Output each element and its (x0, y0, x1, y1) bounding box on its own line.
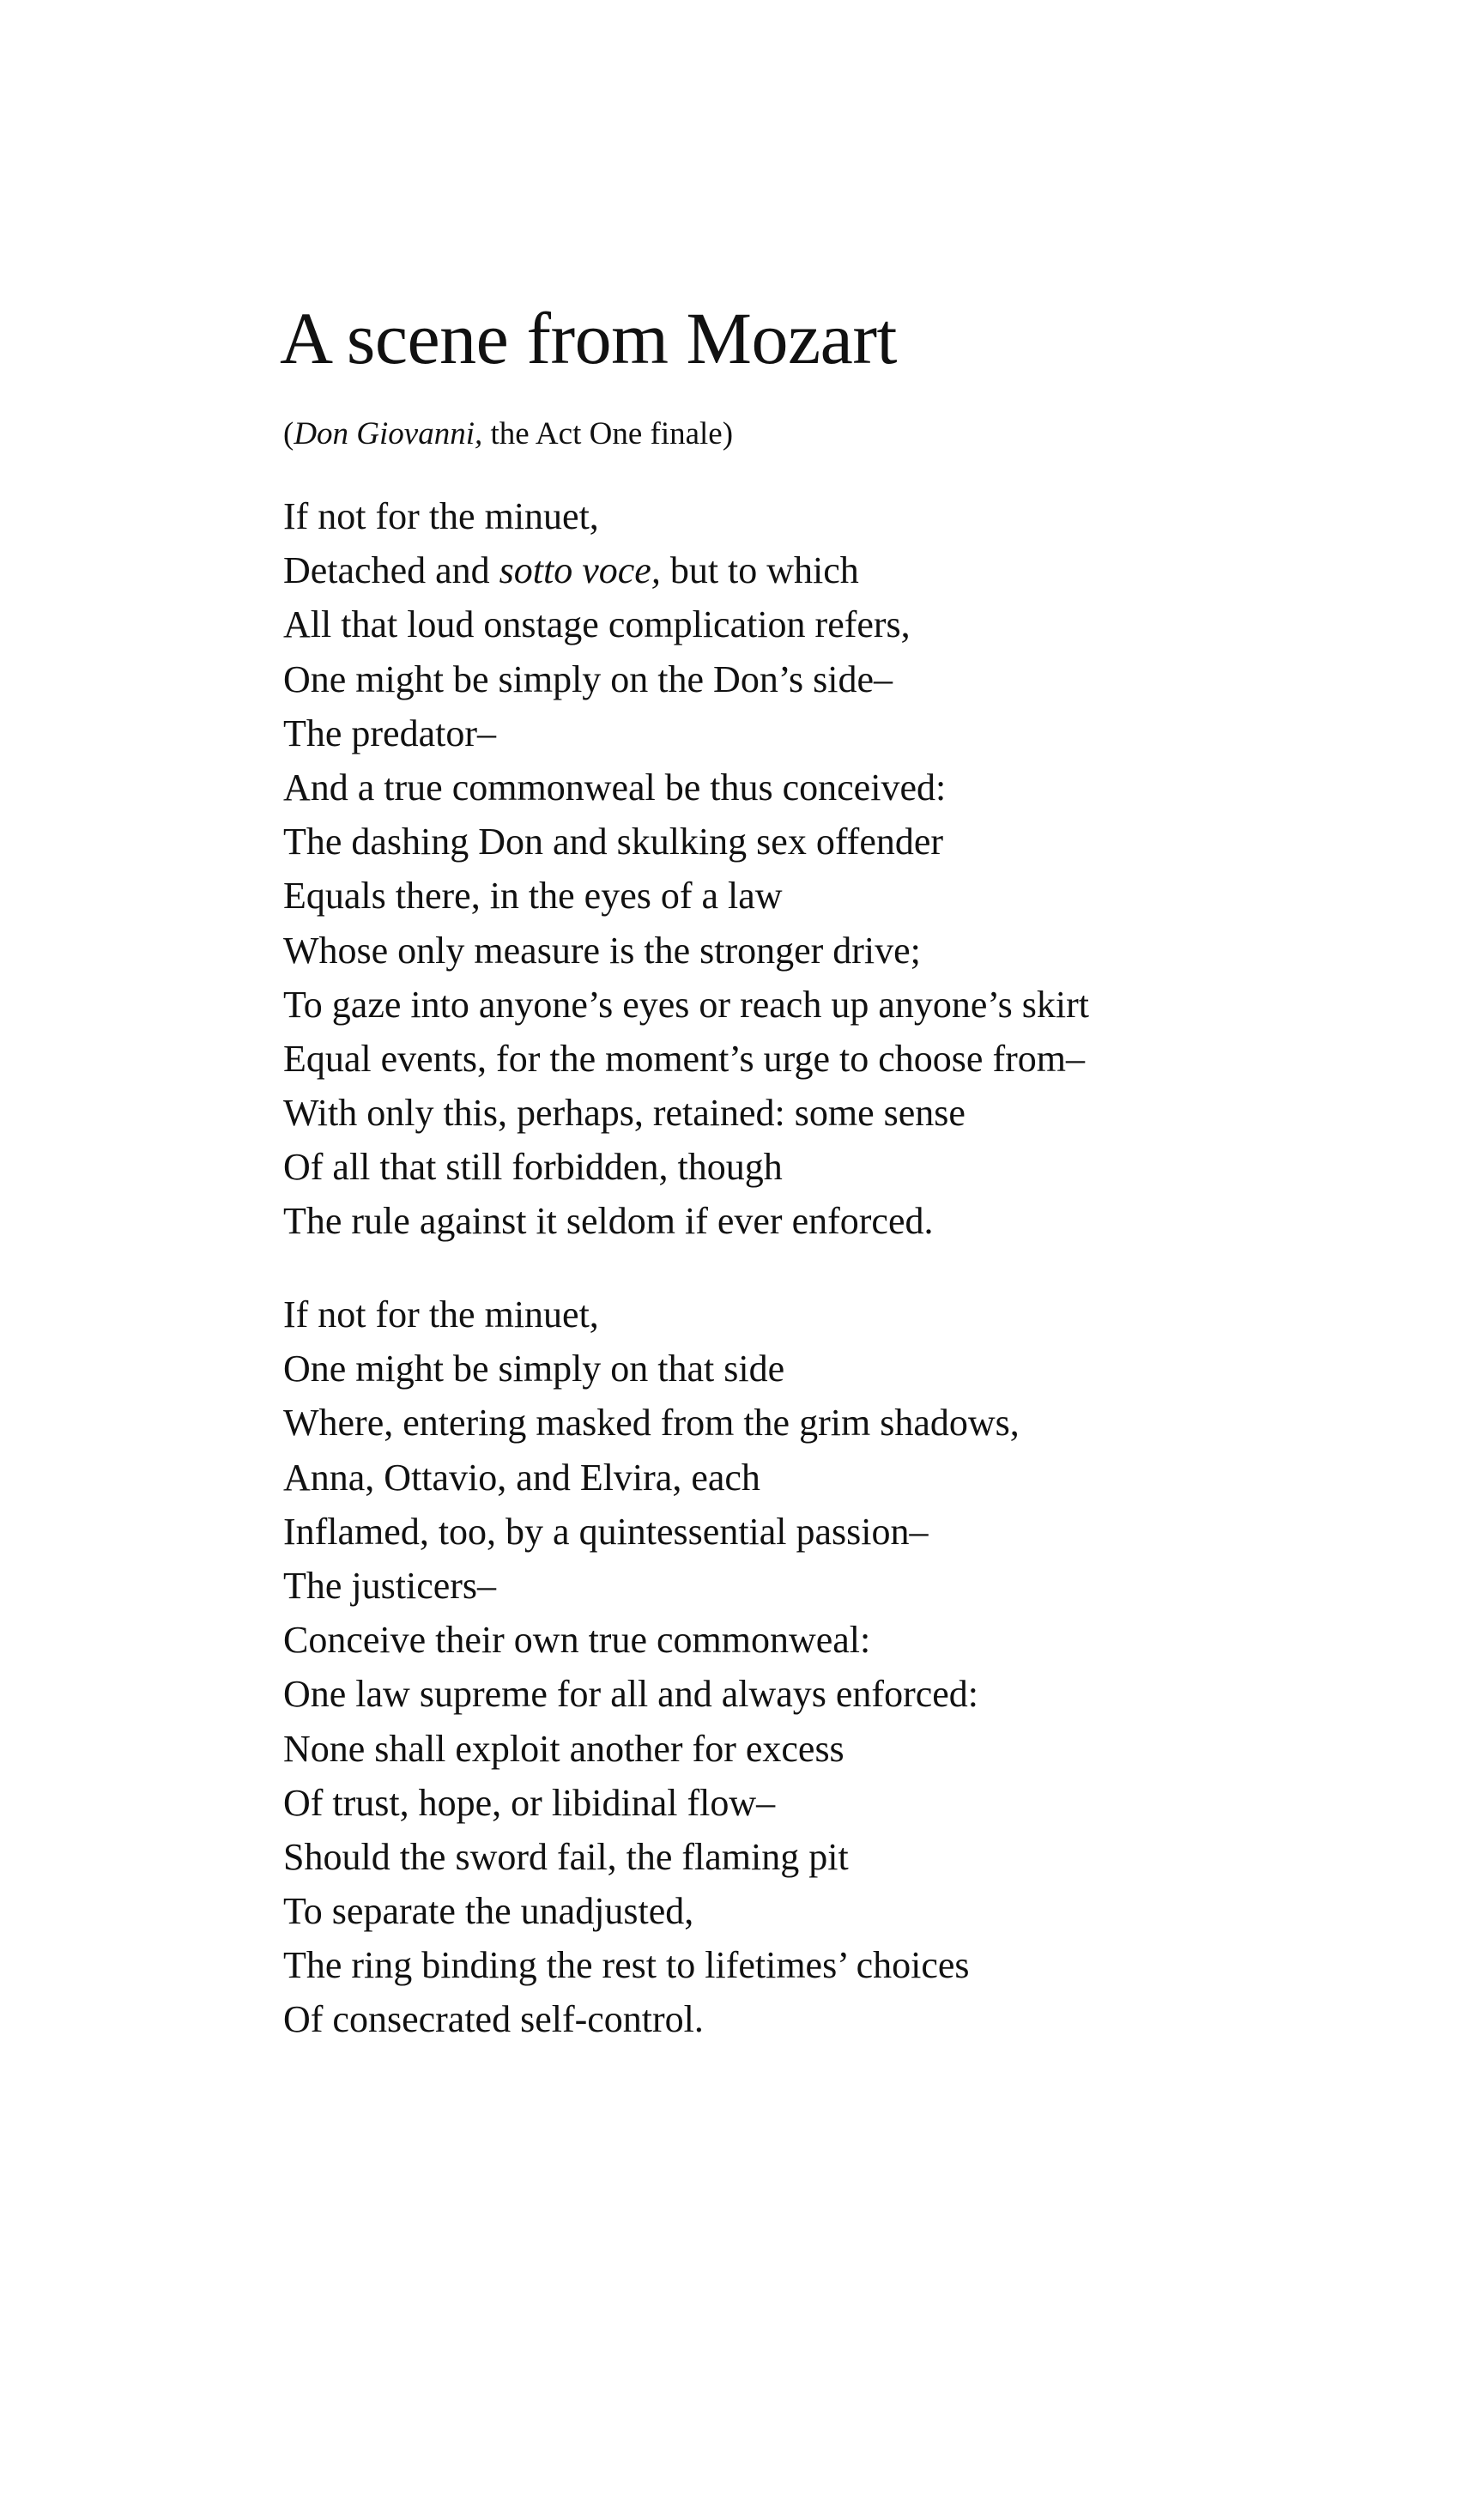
poem-line: One might be simply on that side (283, 1348, 785, 1390)
poem-line: Should the sword fail, the flaming pit (283, 1835, 849, 1878)
poem-line: None shall exploit another for excess (283, 1727, 844, 1770)
poem-subtitle (283, 407, 733, 462)
poem-line: Conceive their own true commonweal: (283, 1619, 871, 1662)
poem-line: If not for the minuet, (283, 495, 599, 537)
poem-line: To separate the unadjusted, (283, 1890, 694, 1933)
line-segment: but to which (660, 549, 859, 592)
poem-line: Inflamed, too, by a quintessential passion– (283, 1510, 929, 1553)
poem-line: The ring binding the rest to lifetimes’ choices (283, 1944, 970, 1987)
poem-line: Where, entering masked from the grim shadows, (283, 1402, 1020, 1445)
poem-line: With only this, perhaps, retained: some sense (283, 1092, 966, 1135)
poem-line: And a true commonweal be thus conceived: (283, 766, 947, 809)
line-segment: Detached and (283, 549, 499, 592)
poem-line: If not for the minuet, (283, 1293, 599, 1336)
stanza-1 (283, 489, 1089, 1249)
subtitle-work-title: Don Giovanni, (294, 416, 483, 451)
poem-line: Anna, Ottavio, and Elvira, each (283, 1456, 760, 1499)
poem-line: Whose only measure is the stronger drive; (283, 929, 921, 972)
poem-line: The justicers– (283, 1564, 497, 1607)
subtitle-rest: the Act One finale) (482, 416, 734, 451)
poem-line: Of all that still forbidden, though (283, 1146, 783, 1189)
poem-line: One law supreme for all and always enforced: (283, 1673, 979, 1716)
poem-line: Of trust, hope, or libidinal flow– (283, 1781, 776, 1824)
poem-line: Equals there, in the eyes of a law (283, 875, 783, 918)
line-italic-segment: sotto voce, (499, 549, 661, 592)
stanza-2 (283, 1287, 1020, 2047)
poem-line: All that loud onstage complication refers, (283, 603, 911, 646)
poem-line (283, 543, 1089, 597)
poem-line: The dashing Don and skulking sex offender (283, 821, 944, 863)
poem-line: One might be simply on the Don’s side– (283, 657, 893, 700)
poem-line: Of consecrated self-control. (283, 1998, 704, 2041)
poem-line: Equal events, for the moment’s urge to choose from– (283, 1037, 1085, 1080)
poem-line: The rule against it seldom if ever enforced. (283, 1200, 934, 1243)
poem-title: A scene from Mozart (280, 297, 897, 379)
subtitle-open: ( (283, 416, 294, 451)
poem-line: The predator– (283, 712, 496, 754)
poem-line: To gaze into anyone’s eyes or reach up anyone’s skirt (283, 983, 1089, 1026)
